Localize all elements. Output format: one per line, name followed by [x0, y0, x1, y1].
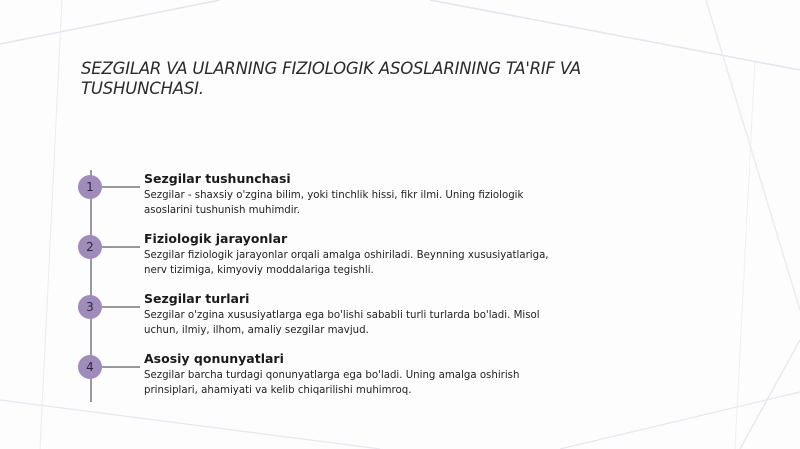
step-number-badge: 1 [78, 175, 102, 199]
step-connector [100, 366, 140, 368]
step-connector [100, 306, 140, 308]
step-number-badge: 2 [78, 235, 102, 259]
step-description: Sezgilar fiziologik jarayonlar orqali amalga oshiriladi. Beynning xususiyatlariga, nerv tizimiga, kimyoviy moddalariga tegishli. [144, 250, 549, 276]
step-description: Sezgilar o'zgina xususiyatlarga ega bo'lishi sababli turli turlarda bo'ladi. Misol uchun, ilmiy, ilhom, amaliy sezgilar mavjud. [144, 310, 540, 336]
step-connector [100, 246, 140, 248]
step-heading: Sezgilar tushunchasi [144, 171, 291, 186]
step-connector [100, 186, 140, 188]
step-heading: Asosiy qonunyatlari [144, 351, 284, 366]
step-heading: Sezgilar turlari [144, 291, 250, 306]
step-number-badge: 3 [78, 295, 102, 319]
step-heading: Fiziologik jarayonlar [144, 231, 288, 246]
step-number-badge: 4 [78, 355, 102, 379]
step-description: Sezgilar - shaxsiy o'zgina bilim, yoki tinchlik hissi, fikr ilmi. Uning fiziologik asoslarini tushunish muhimdir. [144, 190, 524, 216]
step-description: Sezgilar barcha turdagi qonunyatlarga ega bo'ladi. Uning amalga oshirish prinsiplari, ahamiyati va kelib chiqarilishi muhimroq. [144, 370, 520, 396]
page-title: SEZGILAR VA ULARNING FIZIOLOGIK ASOSLARINING TA'RIF VA TUSHUNCHASI. [81, 59, 581, 98]
